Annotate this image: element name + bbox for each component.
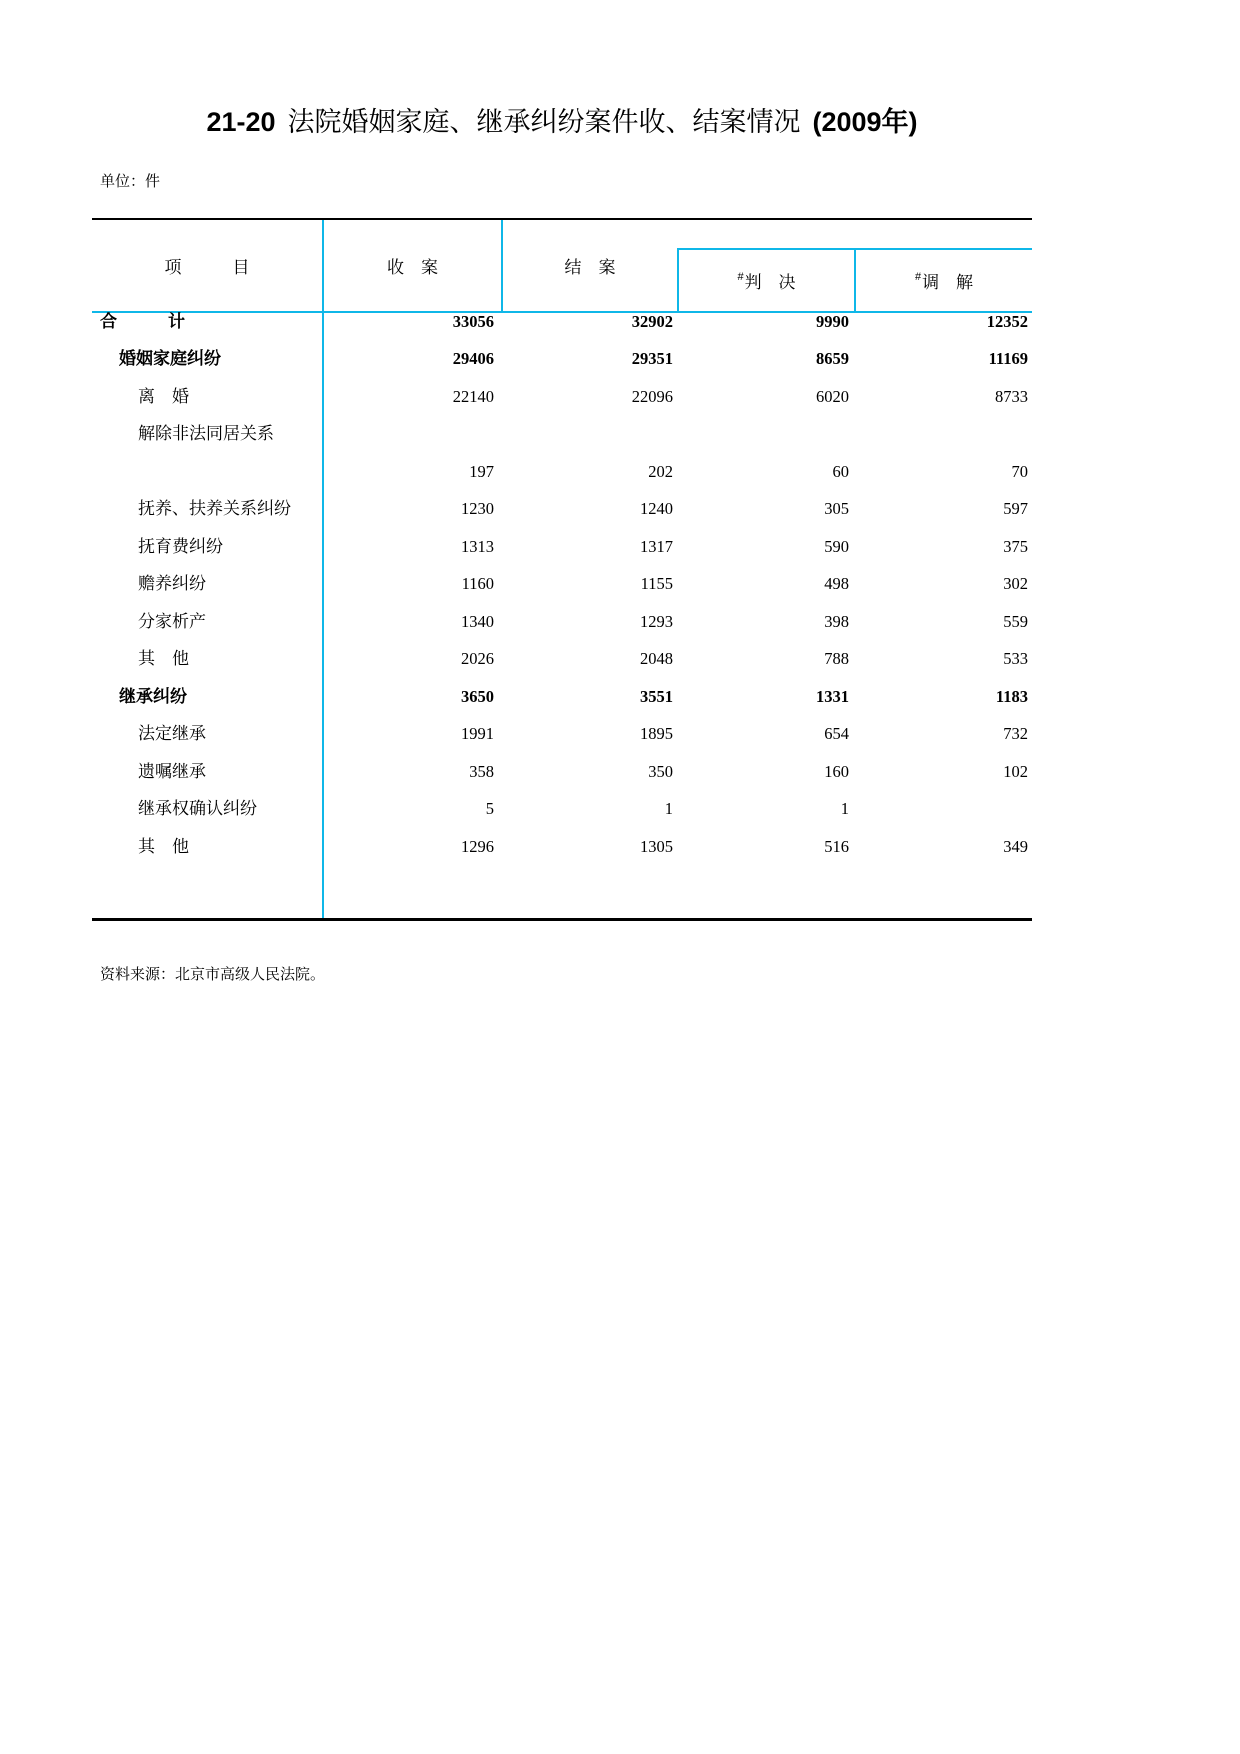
cell-judged: 1 bbox=[840, 799, 849, 818]
cell-judged: 6020 bbox=[816, 386, 849, 406]
table-row bbox=[92, 378, 1032, 416]
cell-received: 1230 bbox=[461, 499, 494, 518]
table-row bbox=[92, 340, 1032, 378]
cell-judged: 60 bbox=[832, 461, 849, 481]
row-label: 抚育费纠纷 bbox=[138, 536, 223, 556]
table-row bbox=[92, 490, 1032, 528]
cell-judged: 498 bbox=[824, 574, 849, 593]
cell-judged: 516 bbox=[824, 836, 849, 856]
cell-mediated: 302 bbox=[1003, 574, 1028, 593]
row-label: 法定继承 bbox=[138, 724, 206, 743]
cell-mediated: 559 bbox=[1003, 611, 1028, 631]
table-row bbox=[92, 640, 1032, 678]
row-label: 其 他 bbox=[138, 836, 189, 856]
cell-mediated: 732 bbox=[1003, 724, 1028, 743]
cell-judged: 398 bbox=[824, 611, 849, 631]
source-note: 资料来源：北京市高级人民法院。 bbox=[100, 967, 326, 983]
cell-mediated: 349 bbox=[1003, 836, 1028, 856]
cell-mediated: 375 bbox=[1003, 536, 1028, 556]
table-row bbox=[92, 790, 1032, 828]
cell-judged: 590 bbox=[824, 536, 849, 556]
cell-concluded: 1155 bbox=[640, 574, 673, 593]
cell-judged: 160 bbox=[824, 761, 849, 781]
cell-received: 22140 bbox=[452, 386, 494, 406]
row-label: 婚姻家庭纠纷 bbox=[119, 349, 221, 368]
cell-received: 1296 bbox=[461, 836, 494, 856]
cell-received: 2026 bbox=[461, 649, 494, 668]
cell-concluded: 1240 bbox=[640, 499, 673, 518]
cell-judged: 654 bbox=[824, 724, 849, 743]
cell-judged: 305 bbox=[824, 499, 849, 518]
table-row bbox=[92, 828, 1032, 866]
table-row bbox=[92, 528, 1032, 566]
cell-judged: 8659 bbox=[816, 349, 849, 368]
cell-judged: 1331 bbox=[816, 686, 849, 706]
cell-received: 3650 bbox=[461, 686, 494, 706]
cell-concluded: 1895 bbox=[640, 724, 673, 743]
row-label: 赡养纠纷 bbox=[138, 574, 206, 593]
title-text: 法院婚姻家庭、继承纠纷案件收、结案情况 bbox=[287, 107, 801, 137]
cell-received: 33056 bbox=[452, 311, 494, 331]
cell-received: 1160 bbox=[461, 574, 494, 593]
cell-mediated: 11169 bbox=[988, 349, 1028, 368]
row-label: 解除非法同居关系 bbox=[138, 424, 274, 443]
cell-concluded: 1317 bbox=[640, 536, 673, 556]
cell-received: 29406 bbox=[452, 349, 494, 368]
cell-concluded: 1 bbox=[664, 799, 673, 818]
cell-mediated: 1183 bbox=[995, 686, 1028, 706]
row-label: 分家析产 bbox=[138, 611, 206, 631]
row-label: 遗嘱继承 bbox=[138, 761, 206, 781]
cell-mediated: 70 bbox=[1011, 461, 1028, 481]
row-label: 离 婚 bbox=[138, 386, 189, 406]
table-border-bottom bbox=[92, 918, 1032, 921]
cell-concluded: 29351 bbox=[631, 349, 673, 368]
cell-mediated: 102 bbox=[1003, 761, 1028, 781]
cell-received: 1313 bbox=[461, 536, 494, 556]
cell-concluded: 1305 bbox=[640, 836, 673, 856]
row-label: 继承纠纷 bbox=[119, 686, 187, 706]
cell-judged: 9990 bbox=[816, 311, 849, 331]
cell-mediated: 597 bbox=[1003, 499, 1028, 518]
cell-received: 5 bbox=[485, 799, 494, 818]
cell-mediated: 12352 bbox=[986, 311, 1028, 331]
cell-concluded: 1293 bbox=[640, 611, 673, 631]
hash-mark: # bbox=[914, 270, 922, 283]
cell-received: 1340 bbox=[461, 611, 494, 631]
cell-received: 197 bbox=[469, 461, 494, 481]
cell-judged: 788 bbox=[824, 649, 849, 668]
cell-concluded: 32902 bbox=[631, 311, 673, 331]
page-title bbox=[92, 101, 1032, 143]
table-row bbox=[92, 603, 1032, 641]
hash-mark: # bbox=[737, 270, 744, 283]
cell-concluded: 3551 bbox=[640, 686, 673, 706]
cell-mediated: 8733 bbox=[995, 386, 1028, 406]
row-label: 抚养、扶养关系纠纷 bbox=[138, 499, 291, 518]
column-header-judged-label: 判 决 bbox=[744, 273, 796, 292]
cell-received: 358 bbox=[469, 761, 494, 781]
cell-concluded: 2048 bbox=[640, 649, 673, 668]
row-label: 合 计 bbox=[100, 311, 185, 331]
title-year: (2009年) bbox=[812, 107, 918, 137]
table-row bbox=[92, 415, 1032, 453]
table-row bbox=[92, 753, 1032, 791]
row-label: 其 他 bbox=[138, 649, 189, 668]
table-row bbox=[92, 678, 1032, 716]
column-header-mediated-label: 调 解 bbox=[922, 273, 974, 292]
column-header-received: 收 案 bbox=[387, 258, 438, 277]
table-row bbox=[92, 453, 1032, 491]
table-row bbox=[92, 303, 1032, 341]
row-label: 继承权确认纠纷 bbox=[138, 799, 257, 818]
cell-concluded: 202 bbox=[648, 461, 673, 481]
table-row bbox=[92, 715, 1032, 753]
cell-mediated: 533 bbox=[1003, 649, 1028, 668]
cases-table bbox=[92, 218, 1032, 924]
cell-received: 1991 bbox=[461, 724, 494, 743]
unit-label: 单位：件 bbox=[100, 174, 161, 190]
cell-concluded: 350 bbox=[648, 761, 673, 781]
table-number: 21-20 bbox=[206, 107, 276, 137]
table-row bbox=[92, 565, 1032, 603]
column-header-item: 项 目 bbox=[164, 258, 250, 277]
cell-concluded: 22096 bbox=[631, 386, 673, 406]
column-header-concluded: 结 案 bbox=[564, 258, 616, 277]
